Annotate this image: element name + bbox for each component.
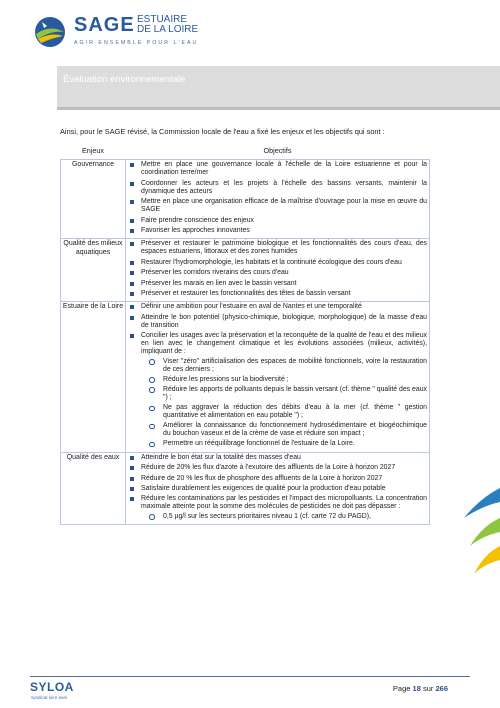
list-item [126, 475, 427, 483]
sub-list-item: Permettre un rééquilibrage fonctionnel de l'estuaire de la Loire. [141, 440, 427, 448]
sub-list-item: Viser "zéro" artificialisation des espaces de mobilité fonctionnels, voire la restauration de ces derniers ; [141, 358, 427, 374]
objectives-list [126, 302, 429, 451]
table-row [61, 239, 430, 302]
list-item [126, 485, 427, 493]
objective-text: Faire prendre conscience des enjeux [141, 216, 254, 224]
table-header [61, 145, 430, 160]
objective-text: Préserver les corridors riverains des cours d'eau [141, 269, 289, 277]
objective-text: Réduire les contaminations par les pesticides et l'impact des micropolluants. La concentration maximale atteinte pour la somme des molécules de pesticides ne doit pas dépasser : [141, 495, 427, 511]
objective-text: Préserver et restaurer les fonctionnalités des têtes de bassin versant [141, 289, 351, 297]
enjeu-cell: Gouvernance [61, 160, 126, 239]
enjeu-cell: Estuaire de la Loire [61, 302, 126, 452]
objective-text: Restaurer l'hydromorphologie, les habitats et la continuité écologique des cours d'eau [141, 258, 402, 266]
objectifs-cell [126, 452, 430, 524]
objective-text: Coordonner les acteurs et les projets à l'échelle des bassins versants, maintenir la dynamique des acteurs [141, 179, 427, 195]
page-prefix: Page [392, 684, 411, 693]
objectives-list [126, 453, 429, 524]
footer-divider [30, 676, 470, 677]
objectifs-cell [126, 302, 430, 452]
objective-text: Favoriser les approches innovantes [141, 226, 250, 234]
objective-text: Mettre en place une organisation efficace de la maîtrise d'ouvrage pour la mise en œuvre du SAGE [141, 198, 427, 214]
enjeu-cell: Qualité des eaux [61, 452, 126, 524]
list-item [126, 464, 427, 472]
section-title: Évaluation environnementale [63, 74, 186, 85]
page-current: 18 [412, 684, 421, 693]
objective-text: Concilier les usages avec la préservation et la reconquête de la qualité de l'eau et des milieux en lien avec le changement climatique et les évolutions associées (milieux, activités), impliquant de : [141, 332, 427, 356]
intro-text: Ainsi, pour le SAGE révisé, la Commission locale de l'eau a fixé les enjeux et les objectifs qui sont : [60, 127, 385, 136]
page-total: 266 [435, 684, 448, 693]
sub-list-item: Réduire les apports de polluants depuis le bassin versant (cf. thème " qualité des eaux ") ; [141, 386, 427, 402]
sub-list-item: 0,5 µg/l sur les secteurs prioritaires niveau 1 (cf. carte 72 du PAGD), [141, 513, 427, 521]
objective-text: Atteindre le bon état sur la totalité des masses d'eau [141, 453, 301, 461]
table-row [61, 160, 430, 239]
objective-text: Préserver les marais en lien avec le bassin versant [141, 279, 297, 287]
list-item [126, 454, 427, 462]
list-item [126, 259, 427, 267]
objective-text: Satisfaire durablement les exigences de qualité pour la production d'eau potable [141, 484, 386, 492]
sub-list-item: Réduire les pressions sur la biodiversité ; [141, 376, 427, 384]
objectives-list [126, 239, 429, 301]
sub-list-item: Ne pas aggraver la réduction des débits d'eau à la mer (cf. thème " gestion quantitative et alimentation en eau potable ") ; [141, 404, 427, 420]
page-sep: sur [422, 684, 434, 693]
list-item [126, 227, 427, 235]
logo-line2: DE LA LOIRE [137, 24, 199, 35]
logo-subtitle [137, 15, 198, 35]
sub-list-item: Améliorer la connaissance du fonctionnement hydrosédimentaire et biogéochimique du bouchon vaseux et de la crème de vase et réduire son impact ; [141, 422, 427, 438]
list-item [126, 269, 427, 277]
section-banner [57, 66, 500, 110]
syloa-logo-subtitle: syndicat loire aval [31, 695, 67, 700]
objective-text: Réduire de 20 % les flux de phosphore des affluents de la Loire à horizon 2027 [141, 474, 383, 482]
decorative-stripes [464, 488, 500, 598]
table-body [61, 160, 430, 525]
list-item [126, 495, 427, 520]
list-item [126, 332, 427, 448]
sub-list [141, 513, 427, 521]
objective-text: Atteindre le bon potentiel (physico-chimique, biologique, morphologique) de la masse d'eau de transition [141, 313, 427, 329]
logo-tagline: AGIR ENSEMBLE POUR L'EAU [74, 40, 199, 46]
col-enjeux: Enjeux [61, 145, 126, 160]
col-objectifs: Objectifs [126, 145, 430, 160]
logo-line1: ESTUAIRE [137, 14, 188, 25]
list-item [126, 161, 427, 177]
list-item [126, 180, 427, 196]
page-number [393, 684, 448, 693]
list-item [126, 240, 427, 256]
objective-text: Réduire de 20% les flux d'azote à l'exutoire des affluents de la Loire à horizon 2027 [141, 464, 396, 472]
list-item [126, 198, 427, 214]
objectives-table [60, 145, 430, 525]
objectives-list [126, 160, 429, 238]
list-item [126, 217, 427, 225]
objectifs-cell [126, 160, 430, 239]
list-item [126, 314, 427, 330]
objective-text: Mettre en place une gouvernance locale à l'échelle de la Loire estuarienne et pour la coordination terre/mer [141, 161, 427, 177]
table-row [61, 302, 430, 452]
objective-text: Préserver et restaurer le patrimoine biologique et les fonctionnalités des cours d'eau, des espaces estuariens, littoraux et des zones humides [141, 240, 427, 256]
list-item [126, 280, 427, 288]
list-item [126, 290, 427, 298]
enjeu-cell: Qualité des milieux aquatiques [61, 239, 126, 302]
syloa-logo: SYLOA [30, 680, 74, 694]
sub-list [141, 358, 427, 449]
sage-globe-icon [30, 12, 70, 52]
table-row [61, 452, 430, 524]
list-item [126, 303, 427, 311]
objective-text: Définir une ambition pour l'estuaire en aval de Nantes et une temporalité [141, 303, 362, 311]
sage-logo [30, 12, 200, 58]
objectifs-cell [126, 239, 430, 302]
logo-name: SAGE [74, 14, 135, 36]
